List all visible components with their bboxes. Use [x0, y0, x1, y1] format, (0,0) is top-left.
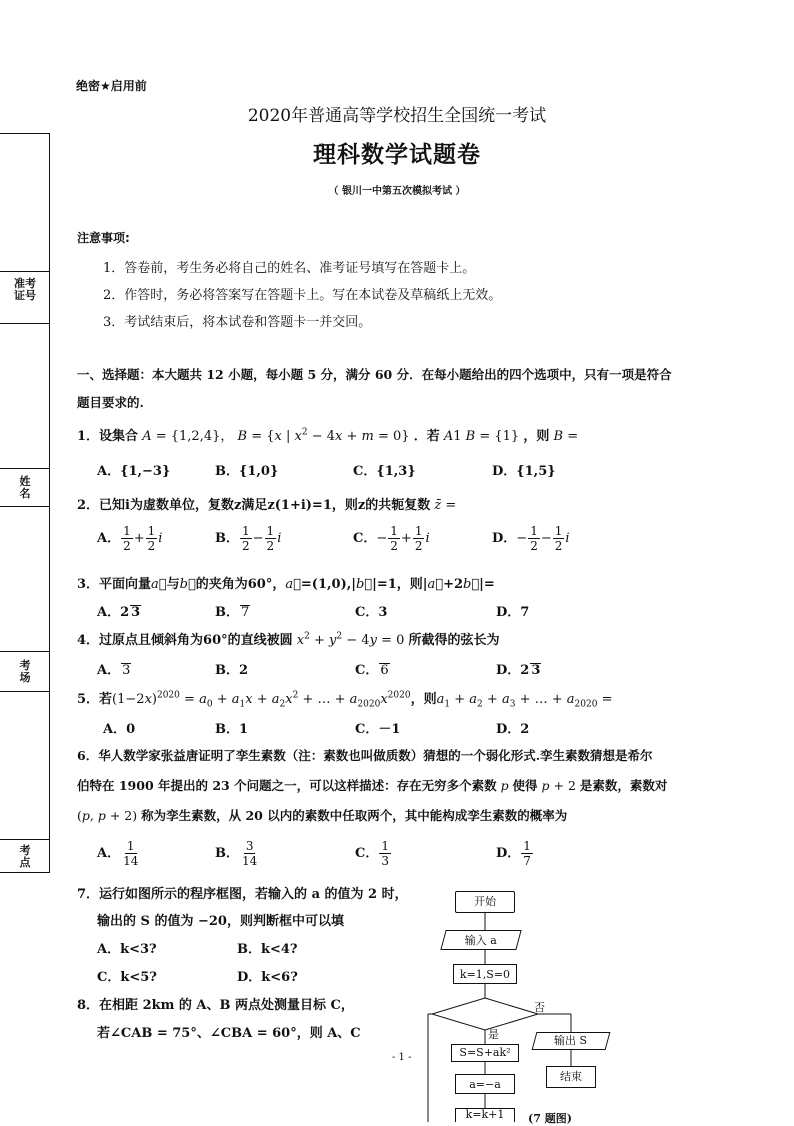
- q2-stem: 2．已知i为虚数单位，复数z满足z(1+i)=1，则z的共轭复数: [77, 498, 431, 513]
- q7-option-a: A．k<3?: [97, 942, 157, 957]
- q2-option-d: D．− $\frac{1}{2}$ − $\frac{1}{2}$ i: [492, 524, 570, 553]
- strip-cell: [0, 324, 50, 469]
- q1-option-c: C．{1,3}: [353, 464, 416, 479]
- flowchart-input: 输入 a: [440, 930, 521, 950]
- notice-heading: 注意事项:: [77, 231, 130, 245]
- q7-option-d: D．k<6?: [237, 970, 298, 985]
- strip-label-site: 考点: [19, 844, 31, 869]
- question-4: 4．过原点且倾斜角为60°的直线被圆 $x^2 + y^2 - 4y = 0$ 所截得的弦长为: [77, 631, 500, 648]
- q1-option-a: A．{1,−3}: [97, 464, 171, 479]
- q4-option-d: D．2 3: [496, 663, 541, 678]
- q6-option-b: B． $\frac{3}{14}$: [215, 839, 258, 868]
- q6-option-c: C． $\frac{1}{3}$: [355, 839, 389, 868]
- q1-set-a: A = {1,2,4}: [142, 429, 221, 444]
- notice-item: 2．作答时，务必将答案写在答题卡上。写在本试卷及草稿纸上无效。: [103, 288, 502, 303]
- q1-stem: 1．设集合: [77, 429, 139, 444]
- q5-option-b: B．1: [215, 722, 249, 737]
- q3-option-d: D．7: [496, 605, 530, 620]
- question-5: 5．若$(1-2x)^{2020} = a_0 + a_1x + a_2x^2$ + … + $a_{2020}x^{2020}$，则$a_1 + a_2 + a_3$ + … + $a_{2020}$ =: [77, 690, 613, 710]
- flowchart-end: 结束: [546, 1066, 596, 1088]
- q5-option-a: A．0: [103, 722, 136, 737]
- strip-cell-id: [0, 272, 50, 324]
- strip-label-room: 考场: [19, 659, 31, 684]
- q2-option-a: A． $\frac{1}{2}$ + $\frac{1}{2}$ i: [97, 524, 163, 553]
- q3-option-c: C．3: [355, 605, 388, 620]
- q7-option-b: B．k<4?: [237, 942, 298, 957]
- section-intro: 题目要求的.: [77, 395, 144, 410]
- flowchart-no-label: 否: [534, 1001, 545, 1014]
- q4-option-c: C． 6: [355, 663, 389, 678]
- strip-label-name: 姓名: [19, 475, 31, 500]
- strip-cell: [0, 507, 50, 652]
- question-1: 1．设集合 A = {1,2,4}， B = {x | $x^2 - 4x + m = 0$} ．若 A1 B = {1} ，则 B =: [77, 427, 579, 444]
- question-2: 2．已知i为虚数单位，复数z满足z(1+i)=1，则z的共轭复数 z̄ =: [77, 498, 457, 513]
- flowchart-yes-label: 是: [488, 1028, 499, 1041]
- flowchart-output: 输出 S: [532, 1032, 611, 1050]
- binding-strip: [0, 133, 50, 873]
- question-7-line: 7．运行如图所示的程序框图，若输入的 a 的值为 2 时，: [77, 887, 408, 902]
- notice-item: 3．考试结束后，将本试卷和答题卡一并交回。: [103, 315, 372, 330]
- q4-option-a: A． 3: [97, 663, 131, 678]
- strip-cell-name: [0, 469, 50, 507]
- q2-option-b: B． $\frac{1}{2}$ − $\frac{1}{2}$ i: [215, 524, 282, 553]
- q6-option-d: D． $\frac{1}{7}$: [496, 839, 531, 868]
- strip-cell: [0, 134, 50, 272]
- page-number: - 1 -: [392, 1052, 412, 1063]
- q4-option-b: B．2: [215, 663, 249, 678]
- notice-item: 1．答卷前，考生务必将自己的姓名、准考证号填写在答题卡上。: [103, 261, 476, 276]
- question-6-line: (p, p + 2) 称为孪生素数，从 20 以内的素数中任取两个，其中能构成孪生素数的概率为: [77, 808, 568, 823]
- flowchart-caption: (7 题图): [528, 1112, 572, 1125]
- q1-stem: ．若: [413, 429, 440, 444]
- paper-title: 理科数学试题卷: [313, 142, 481, 168]
- question-8-line: 8．在相距 2km 的 A、B 两点处测量目标 C，: [77, 998, 354, 1013]
- strip-cell: [0, 692, 50, 840]
- secrecy-label: 绝密★启用前: [76, 79, 147, 93]
- q1-stem: ，则: [523, 429, 550, 444]
- q1-set-b: B = {x | $x^2 - 4x + m = 0$}: [237, 427, 410, 444]
- strip-cell-site: [0, 840, 50, 874]
- q1-option-d: D．{1,5}: [492, 464, 556, 479]
- q7-option-c: C．k<5?: [97, 970, 157, 985]
- flowchart-init: k=1,S=0: [453, 964, 517, 984]
- question-6-line: 6．华人数学家张益唐证明了孪生素数（注：素数也叫做质数）猜想的一个弱化形式.孪生素数猜想是希尔: [77, 748, 653, 763]
- flowchart-lines: [418, 880, 630, 1122]
- q3-option-a: A．2 3: [97, 605, 141, 620]
- question-8-line: 若∠CAB = 75°、∠CBA = 60°，则 A、C: [97, 1026, 361, 1041]
- q3-option-b: B． 7: [215, 605, 250, 620]
- question-3: 3．平面向量a⃗与b⃗的夹角为60°，a⃗=(1,0),|b⃗|=1，则|a⃗+2b⃗|=: [77, 577, 495, 592]
- q1-option-b: B．{1,0}: [215, 464, 279, 479]
- q5-option-d: D．2: [496, 722, 530, 737]
- question-7-line: 输出的 S 的值为 −20，则判断框中可以填: [97, 914, 344, 929]
- q5-option-c: C．－1: [355, 722, 401, 737]
- flowchart-update-s: S=S+ak²: [451, 1044, 519, 1062]
- q1-condition: A1 B = {1}: [443, 429, 520, 444]
- paper-subtitle: （ 银川一中第五次模拟考试 ）: [328, 186, 466, 197]
- q6-option-a: A． $\frac{1}{14}$: [97, 839, 139, 868]
- section-intro: 一、选择题：本大题共 12 小题，每小题 5 分，满分 60 分．在每小题给出的四个选项中，只有一项是符合: [77, 367, 672, 382]
- exam-title: 2020年普通高等学校招生全国统一考试: [247, 106, 547, 126]
- q1-ask: B =: [553, 429, 579, 444]
- flowchart-update-k: k=k+1: [455, 1108, 515, 1122]
- question-6-line: 伯特在 1900 年提出的 23 个问题之一，可以这样描述：存在无穷多个素数 p 使得 p + 2 是素数，素数对: [77, 778, 668, 793]
- flowchart-update-a: a=−a: [455, 1074, 515, 1094]
- q2-option-c: C．− $\frac{1}{2}$ + $\frac{1}{2}$ i: [353, 524, 430, 553]
- strip-cell-room: [0, 652, 50, 692]
- flowchart-start: 开始: [455, 891, 515, 913]
- strip-label-exam-id: 准考证号: [14, 277, 36, 302]
